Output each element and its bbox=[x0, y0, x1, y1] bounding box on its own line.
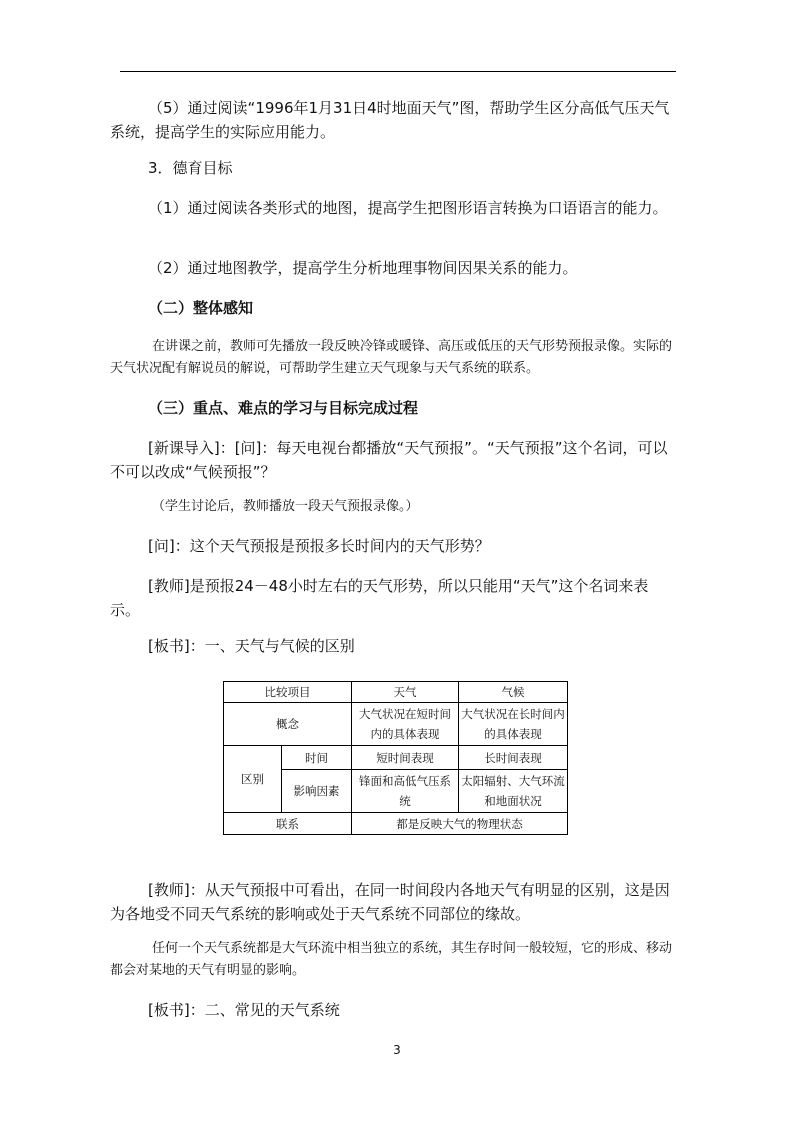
difference-label: 区别 bbox=[224, 746, 282, 813]
paragraph-intro-question: [新课导入]：[问]：每天电视台都播放“天气预报”。“天气预报”这个名词，可以不可以改成“气候预报”？ bbox=[110, 439, 668, 481]
paragraph-teacher-answer: [教师]是预报24－48小时左右的天气形势，所以只能用“天气”这个名词来表示。 bbox=[110, 577, 649, 619]
board-heading-1: [板书]：一、天气与气候的区别 bbox=[148, 637, 355, 655]
header-rule bbox=[120, 71, 676, 72]
heading-key-points: （三）重点、难点的学习与目标完成过程 bbox=[148, 399, 419, 417]
heading-overall-perception: （二）整体感知 bbox=[148, 299, 254, 317]
paragraph-question: [问]：这个天气预报是预报多长时间内的天气形势？ bbox=[148, 537, 490, 555]
paragraph-overall-perception: 在讲课之前，教师可先播放一段反映冷锋或暖锋、高压或低压的天气形势预报录像。实际的天气状况配有解说员的解说，可帮助学生建立天气现象与天气系统的联系。 bbox=[110, 339, 673, 376]
time-climate: 长时间表现 bbox=[459, 746, 568, 770]
paragraph-moral-1: （1）通过阅读各类形式的地图，提高学生把图形语言转换为口语语言的能力。 bbox=[148, 199, 668, 217]
table-header-climate: 气候 bbox=[459, 682, 568, 703]
factors-climate: 太阳辐射、大气环流和地面状况 bbox=[459, 770, 568, 813]
paragraph-teacher-explanation: [教师]：从天气预报中可看出，在同一时间段内各地天气有明显的区别，这是因为各地受不同天气系统的影响或处于天气系统不同部位的缘故。 bbox=[110, 881, 670, 923]
table-header-weather: 天气 bbox=[352, 682, 459, 703]
concept-climate: 大气状况在长时间内的具体表现 bbox=[459, 703, 568, 746]
paragraph-weather-systems: 任何一个天气系统都是大气环流中相当独立的系统，其生存时间一般较短，它的形成、移动都会对某地的天气有明显的影响。 bbox=[110, 941, 673, 978]
relation-label: 联系 bbox=[224, 813, 352, 835]
concept-label: 概念 bbox=[224, 703, 352, 746]
concept-weather: 大气状况在短时间内的具体表现 bbox=[352, 703, 459, 746]
paragraph-objective-5: （5）通过阅读“1996年1月31日4时地面天气”图，帮助学生区分高低气压天气系统，提高学生的实际应用能力。 bbox=[110, 99, 670, 141]
table-header-item: 比较项目 bbox=[224, 682, 352, 703]
factors-label: 影响因素 bbox=[282, 770, 352, 813]
time-weather: 短时间表现 bbox=[352, 746, 459, 770]
factors-weather: 锋面和高低气压系统 bbox=[352, 770, 459, 813]
paragraph-student-discussion: （学生讨论后，教师播放一段天气预报录像。） bbox=[152, 499, 419, 514]
comparison-table bbox=[223, 681, 568, 835]
table-row bbox=[224, 746, 568, 770]
board-heading-2: [板书]：二、常见的天气系统 bbox=[148, 1001, 340, 1019]
table-row bbox=[224, 682, 568, 703]
paragraph-moral-2: （2）通过地图教学，提高学生分析地理事物间因果关系的能力。 bbox=[148, 259, 578, 277]
table-row bbox=[224, 703, 568, 746]
heading-moral-goal: 3．德育目标 bbox=[148, 159, 233, 177]
page-number: 3 bbox=[393, 1043, 401, 1057]
table-row bbox=[224, 813, 568, 835]
time-label: 时间 bbox=[282, 746, 352, 770]
relation-value: 都是反映大气的物理状态 bbox=[352, 813, 568, 835]
